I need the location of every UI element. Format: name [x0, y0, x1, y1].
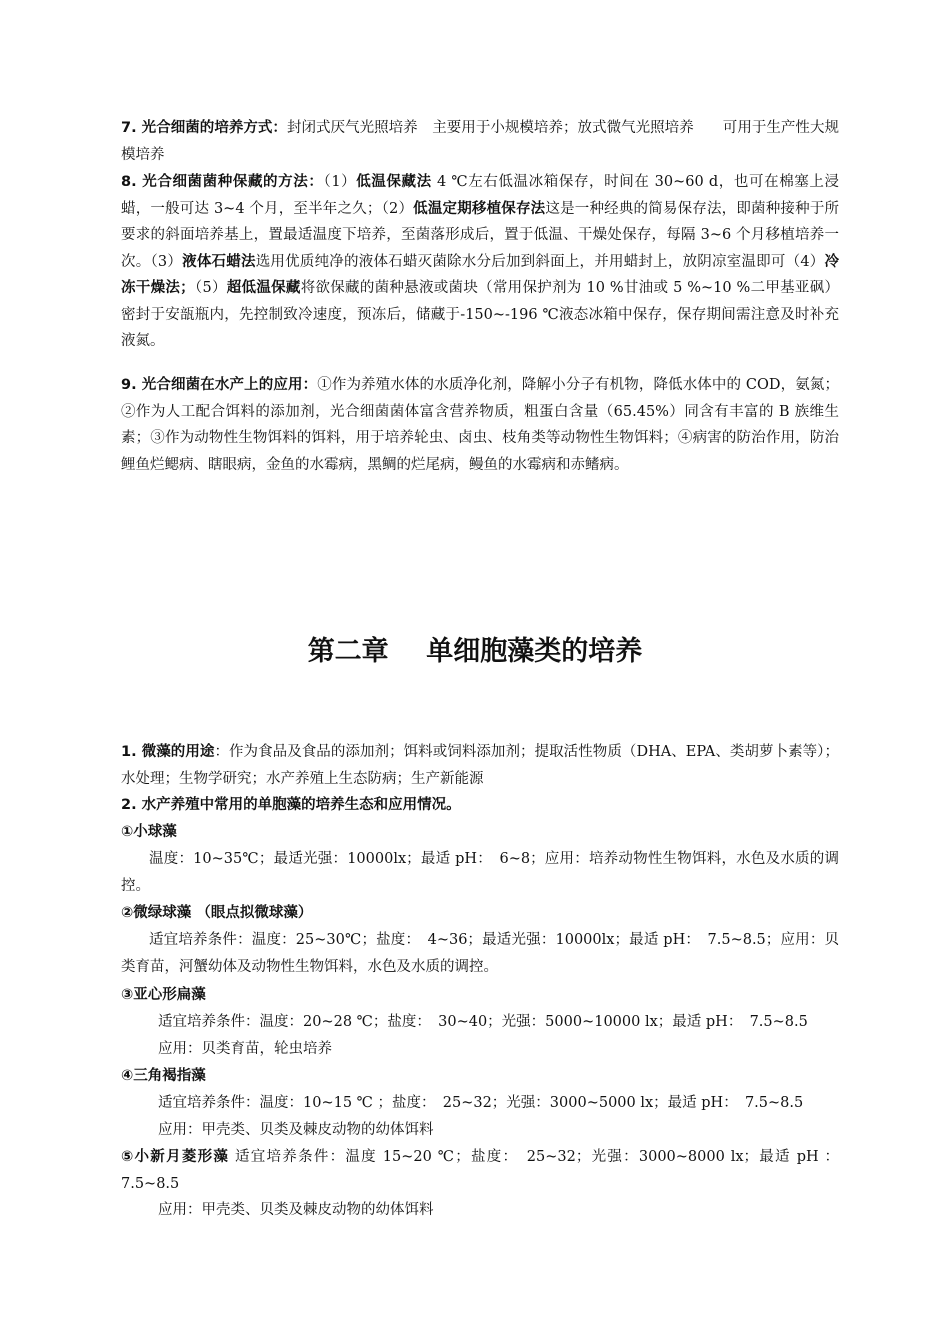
section-1-label: 1. 微藻的用途 — [121, 744, 215, 760]
section-1-text: ：作为食品及食品的添加剂；饵料或饲料添加剂；提取活性物质（DHA、EPA、类胡萝卜素等）；水处理；生物学研究；水产养殖上生态防病；生产新能源 — [121, 744, 839, 787]
algae-1-text: 温度：10~35℃；最适光强：10000lx；最适 pH： 6~8；应用：培养动物性生物饵料，水色及水质的调控。 — [121, 851, 839, 894]
item-8-paragraph — [121, 169, 839, 355]
chapter-name: 单细胞藻类的培养 — [426, 636, 643, 667]
item-8-label: 8. 光合细菌菌种保藏的方法： — [121, 174, 324, 190]
item-9-paragraph — [121, 372, 839, 478]
item-7-paragraph — [121, 115, 839, 168]
item-8-method-4: 冷冻干燥法； — [121, 253, 840, 296]
algae-1-name: ①小球藻 — [121, 824, 177, 840]
item-8-method-1: 低温保藏法 — [356, 174, 432, 190]
item-8-p5: （5） — [194, 280, 227, 296]
algae-2-text: 适宜培养条件：温度：25~30℃；盐度： 4~36；最适光强：10000lx；最适 pH： 7.5~8.5；应用：贝类育苗，河蟹幼体及动物性生物饵料，水色及水质的调控。 — [121, 932, 839, 975]
item-8-p2: （2） — [381, 200, 414, 217]
algae-5-paragraph — [121, 1144, 839, 1197]
item-8-text-3: 选用优质纯净的液体石蜡灭菌除水分后加到斜面上，并用蜡封上，放阴凉室温即可 — [255, 253, 786, 270]
algae-3-name: ③亚心形扁藻 — [121, 987, 206, 1003]
algae-5-use: 应用：甲壳类、贝类及棘皮动物的幼体饵料 — [158, 1202, 434, 1218]
algae-2-name: ②微绿球藻 （眼点拟微球藻） — [121, 905, 313, 921]
item-8-p3: （3） — [150, 253, 183, 270]
item-8-text-2: 这是一种经典的简易保存法，即菌种接种于所要求的斜面培养基上，置最适温度下培养，至菌落形成后，置于低温、干燥处保存，每隔 3~6 个月移植培养一次。 — [121, 200, 840, 270]
item-9-label: 9. 光合细菌在水产上的应用： — [121, 377, 318, 393]
item-8-text-5: 将欲保藏的菌种悬液或菌块（常用保护剂为 10 %甘油或 5 %~10 %二甲基亚砜）密封于安瓿瓶内，先控制致冷速度，预冻后，储藏于-150~-196 ℃液态冰箱中保存，保存期间需注意及时补充液氮。 — [121, 280, 840, 349]
algae-4-use: 应用：甲壳类、贝类及棘皮动物的幼体饵料 — [158, 1122, 434, 1138]
chapter-title — [0, 632, 950, 672]
item-8-method-3: 液体石蜡法 — [182, 253, 256, 270]
item-8-method-2: 低温定期移植保存法 — [413, 200, 546, 217]
item-7-label: 7. 光合细菌的培养方式： — [121, 120, 287, 136]
algae-4-name: ④三角褐指藻 — [121, 1068, 206, 1084]
item-8-p4: （4） — [785, 253, 825, 270]
algae-5-conditions: 适宜培养条件：温度 15~20 ℃；盐度： 25~32；光强：3000~8000 lx；最适 pH ：7.5~8.5 — [121, 1149, 839, 1192]
algae-4-conditions: 适宜培养条件：温度：10~15 ℃ ；盐度： 25~32；光强：3000~5000 lx；最适 pH： 7.5~8.5 — [158, 1095, 804, 1111]
section-2-heading: 2. 水产养殖中常用的单胞藻的培养生态和应用情况。 — [121, 797, 461, 813]
algae-5-name: ⑤小新月菱形藻 — [121, 1149, 230, 1165]
algae-3-conditions: 适宜培养条件：温度：20~28 ℃；盐度： 30~40；光强：5000~10000 lx；最适 pH： 7.5~8.5 — [158, 1014, 808, 1030]
item-9-text: ①作为养殖水体的水质净化剂，降解小分子有机物，降低水体中的 COD，氨氮；②作为人工配合饵料的添加剂，光合细菌菌体富含营养物质，粗蛋白含量（65.45%）同含有丰富的 B 族维生素；③作为动物性生物饵料的饵料，用于培养轮虫、卤虫、枝角类等动物性生物饵料；④病害的防治作用，防治鲤鱼烂鳃病、瞎眼病，金鱼的水霉病，黑鲷的烂尾病，鳗鱼的水霉病和赤鳍病。 — [121, 377, 839, 473]
section-1-paragraph — [121, 739, 839, 792]
item-7-text: 封闭式厌气光照培养 主要用于小规模培养；放式微气光照培养 可用于生产性大规模培养 — [121, 120, 839, 163]
algae-3-use: 应用：贝类育苗，轮虫培养 — [158, 1041, 332, 1057]
item-8-text-1: 4 ℃左右低温冰箱保存，时间在 30~60 d，也可在棉塞上浸蜡，一般可达 3~4 个月，至半年之久； — [121, 174, 840, 217]
chapter-number: 第二章 — [307, 636, 389, 667]
item-8-p1: （1） — [323, 174, 357, 190]
item-8-method-5: 超低温保藏 — [226, 280, 301, 296]
